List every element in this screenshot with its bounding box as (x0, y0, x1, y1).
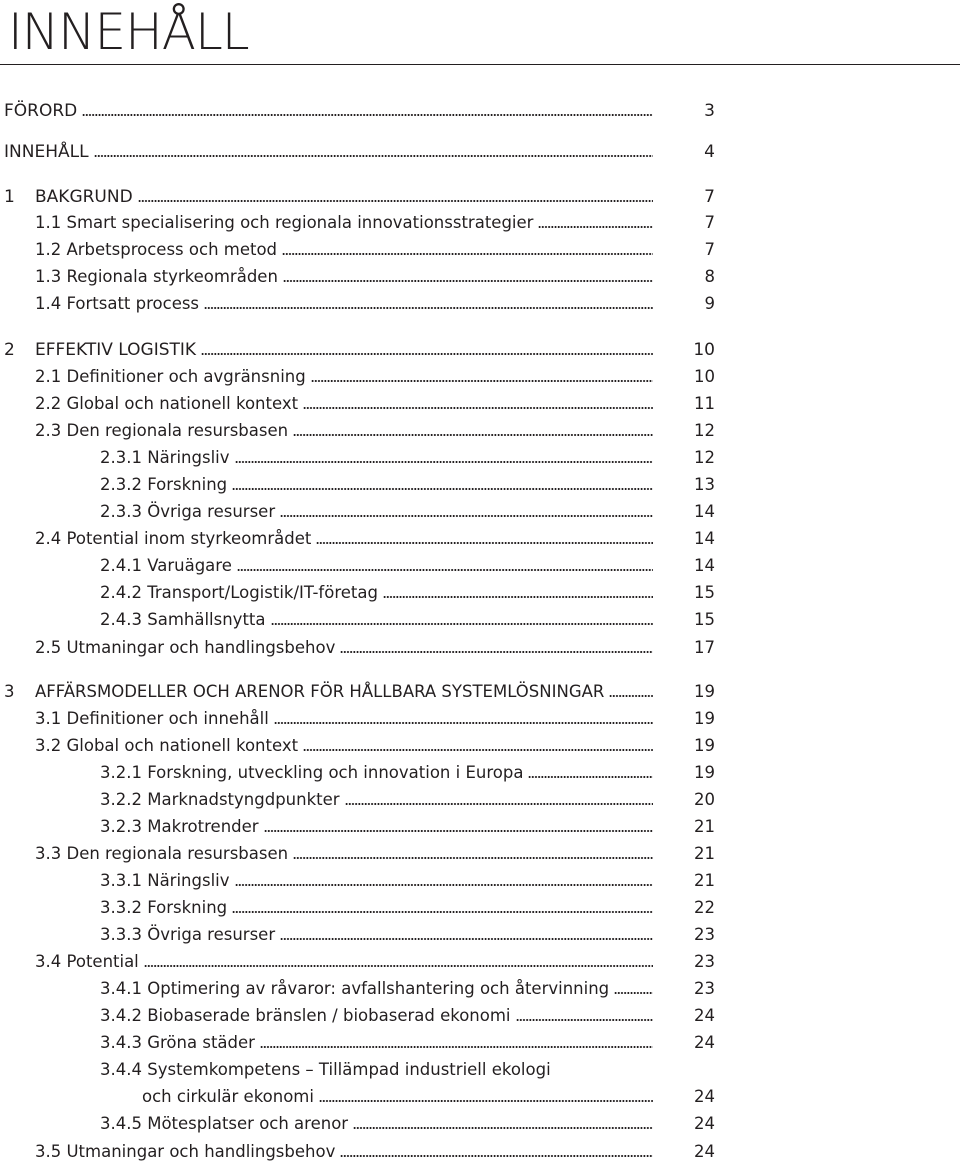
toc-entry[interactable] (0, 393, 960, 415)
toc-entry[interactable] (0, 266, 960, 288)
toc-entry-page-number: 13 (653, 474, 715, 496)
toc-entry[interactable] (0, 555, 960, 577)
toc-entry-title: 3.4 Potential (35, 952, 139, 971)
toc-entry-title: 3.3.1 Näringsliv (100, 871, 230, 890)
toc-entry-title: 3.4.1 Optimering av råvaror: avfallshantering och återvinning (100, 979, 610, 998)
toc-entry-page-number: 7 (653, 239, 715, 261)
toc-leader-dots (82, 114, 690, 116)
toc-entry[interactable] (0, 735, 960, 757)
toc-entry-title: INNEHÅLL (4, 142, 89, 162)
toc-entry[interactable] (0, 1086, 960, 1108)
toc-entry[interactable] (0, 924, 960, 946)
toc-entry-title: 1.2 Arbetsprocess och metod (35, 240, 278, 259)
toc-entry[interactable] (0, 870, 960, 892)
toc-entry-page-number: 7 (653, 186, 715, 208)
toc-leader-dots (280, 515, 690, 517)
toc-entry-title: AFFÄRSMODELLER OCH ARENOR FÖR HÅLLBARA SYSTEMLÖSNINGAR (35, 682, 605, 701)
toc-entry-page-number: 20 (653, 789, 715, 811)
toc-leader-dots (260, 1046, 690, 1048)
toc-leader-dots (237, 569, 690, 571)
toc-entry[interactable] (0, 897, 960, 919)
toc-entry-page-number: 24 (653, 1005, 715, 1027)
toc-entry-page-number: 24 (653, 1141, 715, 1163)
toc-leader-dots (204, 307, 690, 309)
toc-entry-title: 3.2.2 Marknadstyngdpunkter (100, 790, 340, 809)
toc-leader-dots (316, 542, 690, 544)
toc-entry-chapter-number: 3 (4, 682, 15, 701)
toc-leader-dots (345, 803, 690, 805)
toc-entry-title: 2.3.3 Övriga resurser (100, 502, 276, 521)
toc-entry[interactable] (0, 474, 960, 496)
toc-entry-page-number: 12 (653, 447, 715, 469)
toc-entry-page-number: 17 (653, 637, 715, 659)
toc-entry[interactable] (0, 141, 960, 163)
toc-leader-dots (311, 380, 690, 382)
toc-leader-dots (293, 857, 690, 859)
toc-entry-title: FÖRORD (4, 101, 78, 121)
toc-entry[interactable] (0, 843, 960, 865)
toc-entry[interactable] (0, 951, 960, 973)
toc-leader-dots (274, 722, 690, 724)
toc-entry-page-number: 12 (653, 420, 715, 442)
toc-leader-dots (303, 749, 690, 751)
toc-entry-page-number: 14 (653, 501, 715, 523)
toc-entry-page-number: 21 (653, 816, 715, 838)
toc-entry-page-number: 23 (653, 978, 715, 1000)
toc-entry-page-number: 24 (653, 1086, 715, 1108)
toc-entry-page-number: 23 (653, 924, 715, 946)
toc-leader-dots (264, 830, 690, 832)
toc-entry-page-number: 11 (653, 393, 715, 415)
toc-entry-page-number: 14 (653, 555, 715, 577)
toc-entry[interactable] (0, 212, 960, 234)
toc-entry-title: 1.1 Smart specialisering och regionala innovationsstrategier (35, 213, 534, 232)
toc-entry[interactable] (0, 1059, 960, 1081)
toc-entry-page-number: 4 (653, 141, 715, 163)
toc-entry-page-number: 24 (653, 1032, 715, 1054)
toc-leader-dots (340, 651, 690, 653)
toc-entry-page-number: 19 (653, 708, 715, 730)
toc-entry[interactable] (0, 447, 960, 469)
toc-entry[interactable] (0, 637, 960, 659)
toc-entry-title: 3.3.3 Övriga resurser (100, 925, 276, 944)
toc-entry-page-number: 19 (653, 735, 715, 757)
toc-entry-title: 3.4.3 Gröna städer (100, 1033, 255, 1052)
toc-entry[interactable] (0, 978, 960, 1000)
toc-leader-dots (353, 1127, 690, 1129)
toc-entry-title: 3.5 Utmaningar och handlingsbehov (35, 1142, 336, 1161)
toc-entry-title: 2.4 Potential inom styrkeområdet (35, 529, 312, 548)
toc-entry-page-number: 10 (653, 366, 715, 388)
toc-entry[interactable] (0, 501, 960, 523)
toc-entry-title: 1.4 Fortsatt process (35, 294, 200, 313)
toc-leader-dots (232, 488, 690, 490)
toc-entry-title: 2.3 Den regionala resursbasen (35, 421, 289, 440)
toc-entry-title: EFFEKTIV LOGISTIK (35, 340, 197, 360)
toc-entry-page-number: 19 (653, 762, 715, 784)
toc-entry-title: 3.1 Definitioner och innehåll (35, 709, 269, 728)
toc-leader-dots (280, 938, 690, 940)
toc-entry-page-number: 8 (653, 266, 715, 288)
toc-leader-dots (138, 200, 690, 202)
toc-entry-page-number: 15 (653, 609, 715, 631)
toc-entry[interactable] (0, 762, 960, 784)
toc-entry-page-number: 19 (653, 681, 715, 703)
toc-entry-title: 2.4.1 Varuägare (100, 556, 232, 575)
toc-entry-title: och cirkulär ekonomi (142, 1087, 314, 1106)
toc-entry[interactable] (0, 186, 960, 208)
toc-entry-page-number: 22 (653, 897, 715, 919)
toc-entry-chapter-number: 2 (4, 340, 15, 360)
toc-entry[interactable] (0, 789, 960, 811)
toc-leader-dots (282, 253, 690, 255)
toc-entry[interactable] (0, 1005, 960, 1027)
toc-leader-dots (319, 1100, 690, 1102)
toc-leader-dots (94, 155, 690, 157)
toc-entry-title: 2.1 Definitioner och avgränsning (35, 367, 306, 386)
toc-entry-title: 2.4.3 Samhällsnytta (100, 610, 266, 629)
toc-leader-dots (144, 965, 690, 967)
toc-entry[interactable] (0, 582, 960, 604)
toc-entry-title: 3.2.3 Makrotrender (100, 817, 259, 836)
toc-entry-title: 3.2 Global och nationell kontext (35, 736, 299, 755)
toc-entry-title: 2.3.1 Näringsliv (100, 448, 230, 467)
toc-entry-title: 2.5 Utmaningar och handlingsbehov (35, 638, 336, 657)
toc-leader-dots (293, 434, 690, 436)
toc-entry[interactable] (0, 420, 960, 442)
toc-leader-dots (383, 596, 690, 598)
toc-entry-page-number: 9 (653, 293, 715, 315)
toc-entry-page-number: 15 (653, 582, 715, 604)
toc-entry[interactable] (0, 366, 960, 388)
toc-entry[interactable] (0, 339, 960, 361)
toc-entry[interactable] (0, 708, 960, 730)
toc-entry[interactable] (0, 816, 960, 838)
toc-entry-title: 3.4.4 Systemkompetens – Tillämpad industriell ekologi (100, 1060, 551, 1079)
page-title: INNEHÅLL (8, 3, 249, 61)
toc-entry[interactable] (0, 1032, 960, 1054)
toc-entry-title: BAKGRUND (35, 187, 133, 207)
toc-entry-page-number: 24 (653, 1113, 715, 1135)
toc-leader-dots (235, 461, 690, 463)
toc-entry-title: 3.4.2 Biobaserade bränslen / biobaserad ekonomi (100, 1006, 511, 1025)
toc-entry[interactable] (0, 528, 960, 550)
toc-entry-title: 2.4.2 Transport/Logistik/IT-företag (100, 583, 378, 602)
toc-leader-dots (283, 280, 690, 282)
toc-entry-page-number: 21 (653, 870, 715, 892)
toc-leader-dots (303, 407, 690, 409)
toc-entry-page-number: 23 (653, 951, 715, 973)
toc-entry-page-number: 14 (653, 528, 715, 550)
toc-leader-dots (235, 884, 690, 886)
toc-entry[interactable] (0, 609, 960, 631)
toc-entry-title: 3.3 Den regionala resursbasen (35, 844, 289, 863)
toc-entry-title: 3.4.5 Mötesplatser och arenor (100, 1114, 349, 1133)
toc-entry[interactable] (0, 293, 960, 315)
toc-entry-page-number: 7 (653, 212, 715, 234)
toc-entry[interactable] (0, 1141, 960, 1163)
toc-entry[interactable] (0, 1113, 960, 1135)
toc-leader-dots (340, 1155, 690, 1157)
toc-entry-page-number: 21 (653, 843, 715, 865)
toc-entry-title: 3.3.2 Forskning (100, 898, 228, 917)
toc-entry-chapter-number: 1 (4, 187, 15, 207)
toc-entry-title: 2.3.2 Forskning (100, 475, 228, 494)
toc-leader-dots (271, 623, 690, 625)
toc-leader-dots (232, 911, 690, 913)
toc-entry[interactable] (0, 681, 960, 703)
toc-entry-title: 3.2.1 Forskning, utveckling och innovation i Europa (100, 763, 524, 782)
toc-entry-title: 1.3 Regionala styrkeområden (35, 267, 278, 286)
toc-entry-page-number: 3 (653, 100, 715, 122)
toc-entry[interactable] (0, 239, 960, 261)
toc-entry-page-number: 10 (653, 339, 715, 361)
toc-leader-dots (201, 353, 690, 355)
toc-entry[interactable] (0, 100, 960, 122)
toc-entry-title: 2.2 Global och nationell kontext (35, 394, 299, 413)
